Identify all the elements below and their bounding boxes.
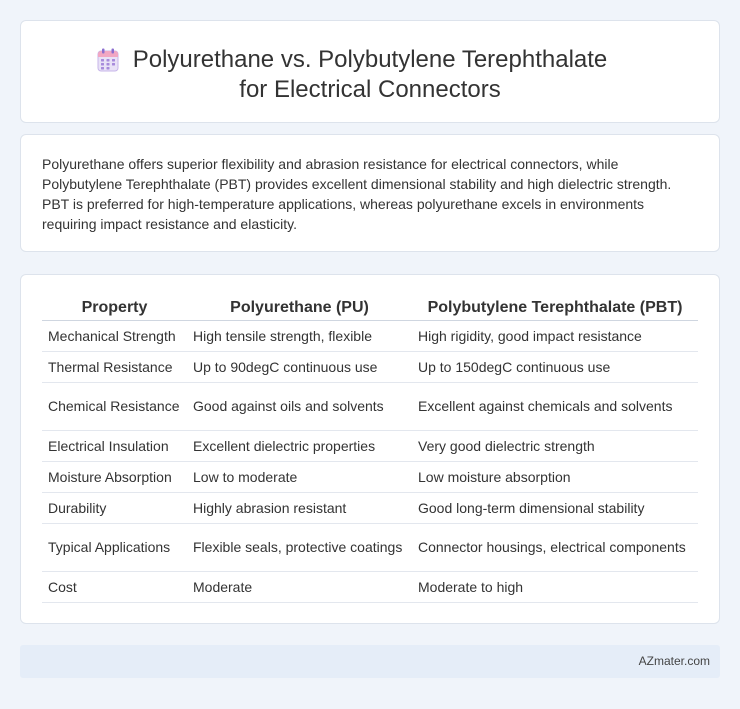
row-pbt-value: Good long-term dimensional stability — [412, 492, 698, 523]
row-pu-value: Flexible seals, protective coatings — [187, 523, 412, 571]
table-row — [42, 523, 698, 571]
header-property: Property — [42, 294, 187, 320]
row-pu-value: Excellent dielectric properties — [187, 430, 412, 461]
footer-brand: AZmater.com — [638, 654, 710, 668]
table-row — [42, 461, 698, 492]
title-card — [20, 20, 720, 123]
page-title: Polyurethane vs. Polybutylene Terephthalate for Electrical Connectors — [132, 46, 608, 103]
row-property: Thermal Resistance — [42, 351, 187, 382]
row-pbt-value: Up to 150degC continuous use — [412, 351, 698, 382]
row-pbt-value: Moderate to high — [412, 571, 698, 602]
table-card — [20, 274, 720, 624]
row-property: Chemical Resistance — [42, 382, 187, 430]
table-row — [42, 351, 698, 382]
row-pu-value: Moderate — [187, 571, 412, 602]
row-property: Typical Applications — [42, 523, 187, 571]
row-pbt-value: High rigidity, good impact resistance — [412, 320, 698, 351]
header-polyurethane: Polyurethane (PU) — [187, 294, 412, 320]
comparison-table — [42, 294, 698, 603]
summary-card — [20, 134, 720, 252]
row-pbt-value: Excellent against chemicals and solvents — [412, 382, 698, 430]
title-wrap — [21, 45, 719, 105]
table-row — [42, 320, 698, 351]
row-pbt-value: Low moisture absorption — [412, 461, 698, 492]
row-pbt-value: Connector housings, electrical components — [412, 523, 698, 571]
table-row — [42, 492, 698, 523]
row-pu-value: Highly abrasion resistant — [187, 492, 412, 523]
summary-paragraph: Polyurethane offers superior flexibility and abrasion resistance for electrical connectors, while Polybutylene Terephthalate (PBT) provides excellent dimensional stability and high dielectric strength. PBT is preferred for high-temperature applications, whereas polyurethane excels in environments requiring impact resistance and elasticity. — [42, 156, 672, 232]
table-header-row — [42, 294, 698, 320]
header-pbt: Polybutylene Terephthalate (PBT) — [412, 294, 698, 320]
table-row — [42, 430, 698, 461]
row-pu-value: Up to 90degC continuous use — [187, 351, 412, 382]
table-row — [42, 382, 698, 430]
row-pu-value: High tensile strength, flexible — [187, 320, 412, 351]
table-row — [42, 571, 698, 602]
footer-bar — [20, 645, 720, 678]
row-property: Electrical Insulation — [42, 430, 187, 461]
row-property: Durability — [42, 492, 187, 523]
row-pu-value: Low to moderate — [187, 461, 412, 492]
row-pu-value: Good against oils and solvents — [187, 382, 412, 430]
row-pbt-value: Very good dielectric strength — [412, 430, 698, 461]
row-property: Mechanical Strength — [42, 320, 187, 351]
row-property: Moisture Absorption — [42, 461, 187, 492]
row-property: Cost — [42, 571, 187, 602]
